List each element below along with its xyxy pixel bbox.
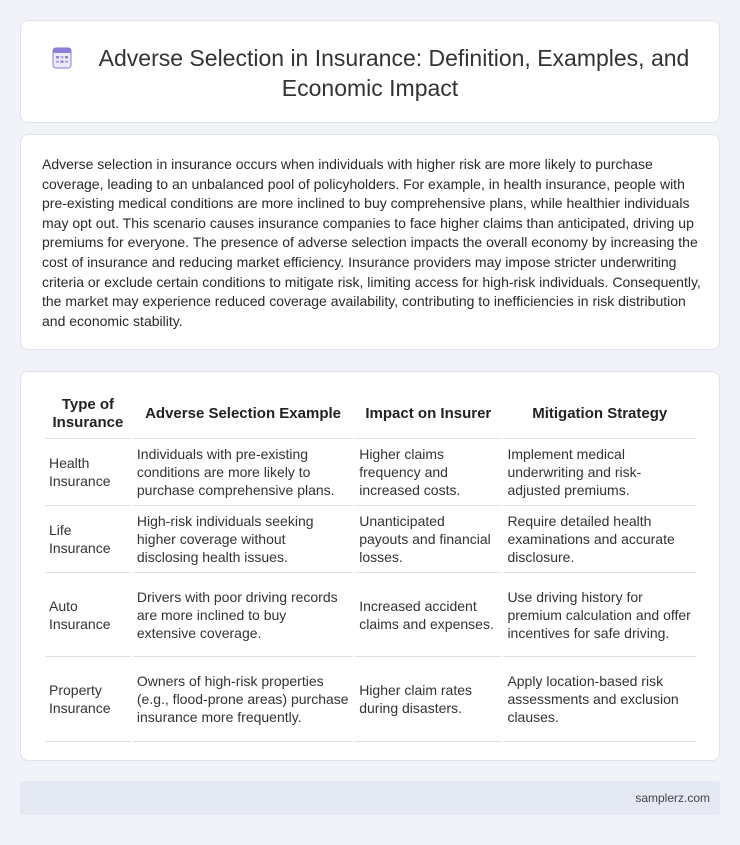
header-mitigation-strategy: Mitigation Strategy	[503, 393, 696, 439]
title-card	[20, 20, 720, 123]
cell-example: Drivers with poor driving records are more inclined to buy extensive coverage.	[133, 573, 353, 657]
summary-paragraph: Adverse selection in insurance occurs when individuals with higher risk are more likely to purchase coverage, leading to an unbalanced pool of policyholders. For example, in health insurance, people with pre-existing medical conditions are more inclined to buy comprehensive plans, while healthier individuals may opt out. This scenario causes insurance companies to face higher claims than anticipated, driving up premiums for everyone. The presence of adverse selection impacts the overall economy by increasing the cost of insurance and reducing market efficiency. Insurance providers may impose stricter underwriting criteria or exclude certain conditions to mitigate risk, limiting access for high-risk individuals. Consequently, the market may experience reduced coverage availability, contributing to inefficiencies in risk distribution and economic stability.	[42, 156, 701, 329]
page-title	[41, 43, 699, 103]
header-type-of-insurance: Type of Insurance	[45, 393, 131, 439]
cell-impact: Higher claims frequency and increased costs.	[355, 439, 501, 506]
page-title-text: Adverse Selection in Insurance: Definition, Examples, and Economic Impact	[98, 45, 690, 101]
footer	[20, 781, 720, 815]
cell-mitigation: Use driving history for premium calculation and offer incentives for safe driving.	[503, 573, 696, 657]
table-row	[45, 573, 696, 657]
cell-mitigation: Implement medical underwriting and risk-adjusted premiums.	[503, 439, 696, 506]
summary-card	[20, 134, 720, 350]
cell-type: Property Insurance	[45, 657, 131, 742]
cell-impact: Higher claim rates during disasters.	[355, 657, 501, 742]
cell-impact: Unanticipated payouts and financial losses.	[355, 506, 501, 573]
cell-mitigation: Require detailed health examinations and accurate disclosure.	[503, 506, 696, 573]
table-row	[45, 506, 696, 573]
table-row	[45, 439, 696, 506]
document-icon	[51, 47, 73, 69]
cell-type: Life Insurance	[45, 506, 131, 573]
header-adverse-selection-example: Adverse Selection Example	[133, 393, 353, 439]
cell-example: Individuals with pre-existing conditions are more likely to purchase comprehensive plans.	[133, 439, 353, 506]
cell-mitigation: Apply location-based risk assessments and exclusion clauses.	[503, 657, 696, 742]
footer-site-link[interactable]: samplerz.com	[635, 791, 710, 805]
cell-impact: Increased accident claims and expenses.	[355, 573, 501, 657]
comparison-table	[43, 393, 698, 742]
header-impact-on-insurer: Impact on Insurer	[355, 393, 501, 439]
cell-example: High-risk individuals seeking higher coverage without disclosing health issues.	[133, 506, 353, 573]
cell-example: Owners of high-risk properties (e.g., flood-prone areas) purchase insurance more frequently.	[133, 657, 353, 742]
table-card	[20, 371, 720, 761]
cell-type: Health Insurance	[45, 439, 131, 506]
table-header-row	[45, 393, 696, 439]
cell-type: Auto Insurance	[45, 573, 131, 657]
table-row	[45, 657, 696, 742]
